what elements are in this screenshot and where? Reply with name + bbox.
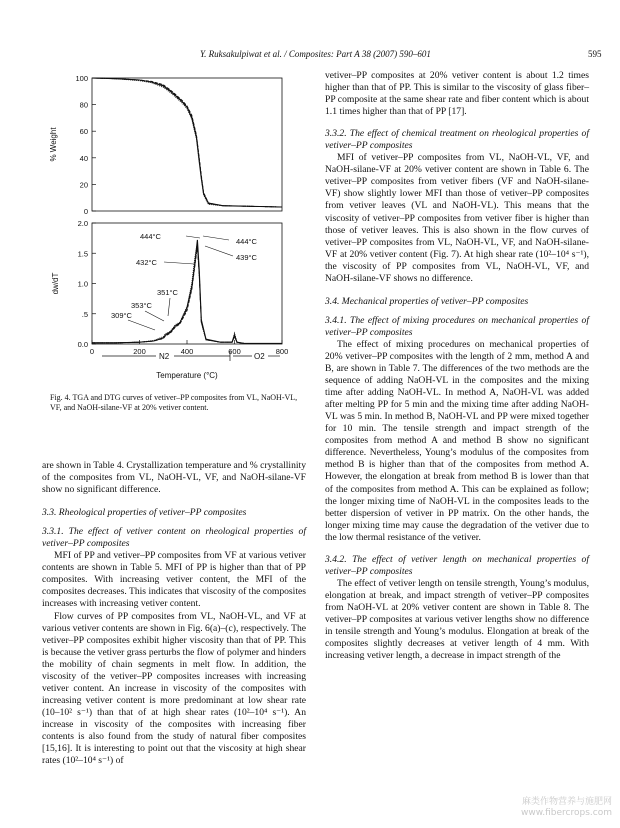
dtg-xtick-label: 800 (275, 347, 289, 356)
page-number: 595 (588, 49, 602, 59)
peak-annotation: 351°C (157, 288, 178, 297)
gas-n2-label: N2 (159, 352, 170, 361)
gas-o2-label: O2 (254, 352, 265, 361)
peak-annotation: 439°C (236, 253, 257, 262)
section-3-3-1-heading: 3.3.1. The effect of vetiver content on rheological properties of vetiver–PP composites (42, 526, 306, 550)
left-paragraph-2: Flow curves of PP composites from VL, NaOH-VL, and VF at various vetiver contents are shown in Fig. 6(a)–(c), respectively. The vetiver–PP composites exhibit higher viscosity than that of PP. This is because the vetiver grass perturbs the flow of polymer and hinders the mobility of chain segments in melt flow. In addition, the viscosity of the vetiver–PP composites increases with increasing vetiver content. An increase in viscosity of the composites with increasing vetiver content is more predominant at low shear rate (10–10² s⁻¹) than that of at high shear rates (10²–10⁴ s⁻¹). An increase in viscosity of the composites with increasing fiber contents is also found from the study of natural fiber composites [15,16]. It is interesting to point out that the viscosity at high shear rates (10²–10⁴ s⁻¹) of (42, 610, 307, 767)
tga-plot-frame (92, 78, 282, 211)
tga-series-4 (92, 78, 282, 207)
dtg-xtick-label: 200 (133, 347, 146, 356)
xlabel: Temperature (°C) (156, 371, 218, 380)
left-paragraph-1: MFI of PP and vetiver–PP composites from VF at various vetiver contents are shown in Table 5. MFI of PP is higher than that of PP composites. With increasing vetiver content, the MFI of the composites decreases. This indicates that viscosity of the composites increases with increasing vetiver content. (42, 550, 306, 610)
tga-ytick-label: 20 (79, 180, 88, 190)
tga-ytick-label: 100 (75, 74, 88, 83)
tga-series-1 (92, 78, 282, 207)
left-column (42, 460, 306, 767)
running-header (0, 49, 620, 63)
figure-caption: Fig. 4. TGA and DTG curves of vetiver–PP composites from VL, NaOH-VL, VF, and NaOH-silane-VF at 20% vetiver content. (50, 393, 298, 412)
peak-annotation-leader (164, 262, 194, 264)
peak-annotation-leader (186, 236, 200, 238)
section-3-4-1-heading: 3.4.1. The effect of mixing procedures on mechanical properties of vetiver–PP composites (325, 314, 589, 338)
peak-annotation-leader (128, 320, 155, 330)
dtg-xtick-label: 400 (180, 347, 194, 356)
right-paragraph-0: vetiver–PP composites at 20% vetiver content is about 1.2 times higher than that of PP. This is similar to the viscosity of glass fiber–PP composite at the same shear rate and fiber content which is about 1.1 times higher than that of PP [17]. (325, 70, 589, 118)
watermark-line-2: www.fibercrops.com (521, 808, 612, 818)
peak-annotation-leader (168, 298, 170, 316)
tga-ytick-label: 0 (83, 207, 88, 216)
right-paragraph-3: The effect of vetiver length on tensile strength, Young’s modulus, elongation at break, and impact strength of vetiver–PP composites from NaOH-VL at 20% vetiver content are shown in Table 8. The vetiver–PP composites at various vetiver lengths show no difference in tensile strength and Young’s modulus. Elongation at break of the composites slightly decreases at vetiver length of 4 mm. With increasing vetiver length, a decrease in impact strength of the (325, 577, 589, 662)
peak-annotation-leader (205, 246, 233, 256)
peak-annotation-leader (145, 311, 164, 321)
dtg-ytick-label: 0.0 (77, 340, 88, 349)
right-paragraph-1: MFI of vetiver–PP composites from VL, NaOH-VL, VF, and NaOH-silane-VF at 20% vetiver content are shown in Table 6. The vetiver–PP composites from vetiver fibers (VF and NaOH-silane-VF) show slightly lower MFI than those of vetiver–PP composites from vetiver leaves (VL and NaOH-VL). This means that the viscosity of vetiver–PP composites from vetiver fiber is higher than those of vetiver leaves. This is also shown in the flow curves of vetiver–PP composites from VL, NaOH-VL, VF, and NaOH-silane-VF at 20% vetiver content (Fig. 7). At high shear rate (10²–10⁴ s⁻¹), the viscosity of PP composites from VL, NaOH-VL, VF, and NaOH-silane-VF shows no difference. (325, 152, 589, 284)
dtg-ylabel: dw/dT (51, 272, 60, 295)
dtg-ytick-label: 1.0 (77, 279, 88, 289)
left-paragraph-0: are shown in Table 4. Crystallization temperature and % crystallinity of the composites from VL, NaOH-VL, VF, and NaOH-silane-VF show no significant difference. (42, 460, 306, 496)
section-3-4-2-heading: 3.4.2. The effect of vetiver length on mechanical properties of vetiver–PP composites (325, 553, 589, 577)
tga-dtg-figure (40, 68, 305, 388)
dtg-xtick-label: 0 (89, 347, 95, 356)
tga-series-2 (92, 78, 282, 207)
right-column (325, 70, 589, 662)
running-title: Y. Ruksakulpiwat et al. / Composites: Part A 38 (2007) 590–601 (200, 49, 431, 59)
peak-annotation: 444°C (140, 232, 161, 241)
right-paragraph-2: The effect of mixing procedures on mechanical properties of 20% vetiver–PP composites with the length of 2 mm, method A and B, are shown in Table 7. The differences of the two methods are the sequence of adding NaOH-VL in the composites and the mixing time after adding NaOH-VL. In method A, NaOH-VL was added after melting PP for 5 min and the mixing time after adding NaOH-VL was 5 min. In method B, NaOH-VL and PP were mixed together for 10 min. The tensile strength and impact strength of the composites from method A and method B show no significant difference. Nevertheless, Young’s modulus of the composites from method B is higher than that of the composites from method A. However, the elongation at break from method B is lower than that of the composites from method A. This can be explained as follow; the longer mixing time of NaOH-VL in the composites leads to the better dispersion of vetiver in PP matrix. On the other hands, the longer mixing time may cause the degradation of the vetiver due to the low thermal resistance of the vetiver. (325, 338, 589, 543)
section-3-3-heading: 3.3. Rheological properties of vetiver–PP composites (42, 507, 247, 519)
tga-series-3 (92, 78, 282, 207)
dtg-xtick-label: 600 (228, 347, 241, 356)
dtg-ytick-label: 2.0 (77, 219, 88, 228)
tga-ylabel: % Weight (49, 127, 58, 162)
section-3-3-2-heading: 3.3.2. The effect of chemical treatment on rheological properties of vetiver–PP composites (325, 128, 589, 152)
watermark-line-1: 麻类作物营养与施肥网 (521, 797, 612, 807)
section-3-4-heading: 3.4. Mechanical properties of vetiver–PP composites (325, 295, 529, 307)
dtg-ytick-label: .5 (81, 309, 88, 319)
peak-annotation: 309°C (111, 311, 132, 320)
tga-ytick-label: 60 (79, 127, 88, 137)
peak-annotation: 432°C (136, 258, 157, 267)
dtg-ytick-label: 1.5 (77, 249, 88, 259)
tga-ytick-label: 40 (79, 153, 88, 163)
tga-ytick-label: 80 (79, 100, 88, 110)
peak-annotation-leader (203, 236, 229, 240)
watermark (492, 797, 612, 819)
peak-annotation: 444°C (236, 237, 257, 246)
peak-annotation: 353°C (131, 301, 152, 310)
